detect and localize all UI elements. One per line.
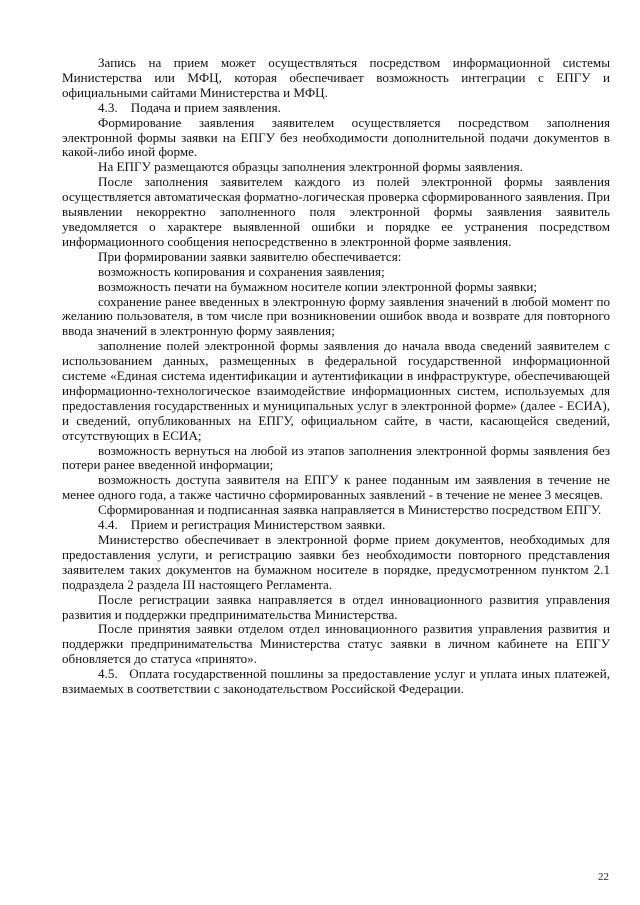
paragraph: На ЕПГУ размещаются образцы заполнения электронной формы заявления. (98, 159, 523, 175)
list-item: возможность печати на бумажном носителе копии электронной формы заявки; (98, 278, 537, 294)
paragraph: Формирование заявления заявителем осуществляется посредством заполнения электронной формы заявки на ЕПГУ без необходимости дополнительной подачи документов в какой-либо иной форме. (62, 114, 610, 160)
section-heading-4-3: 4.3. Подача и прием заявления. (98, 99, 281, 115)
list-item: возможность копирования и сохранения заявления; (98, 263, 385, 279)
paragraph: После заполнения заявителем каждого из полей электронной формы заявления осуществляется автоматическая форматно-логическая проверка сформированного заявления. При выявлении некорректно заполненного поля электронной формы заявления заявитель уведомляется о характере выявленной ошибки и порядке ее устранения посредством информационного сообщения непосредственно в электронной форме заявления. (62, 174, 610, 249)
list-item: заполнение полей электронной формы заявления до начала ввода сведений заявителем с использованием данных, размещенных в федеральной государственной информационной системе «Единая система идентификации и аутентификации в инфраструктуре, обеспечивающей информационно-технологическое взаимодействие информационных систем, используемых для предоставления государственных и муниципальных услуг в электронной форме» (далее - ЕСИА), и сведений, опубликованных на ЕПГУ, официальном сайте, в части, касающейся сведений, отсутствующих в ЕСИА; (62, 338, 610, 443)
list-item: возможность вернуться на любой из этапов заполнения электронной формы заявления без потери ранее введенной информации; (62, 442, 610, 473)
paragraph-intro: Запись на прием может осуществляться посредством информационной системы Министерства или МФЦ, которая обеспечивает возможность интеграции с ЕПГУ и официальными сайтами Министерства и МФЦ. (62, 55, 610, 100)
paragraph: При формировании заявки заявителю обеспечивается: (98, 248, 402, 264)
list-item: возможность доступа заявителя на ЕПГУ к ранее поданным им заявления в течение не менее одного года, а также частично сформированных заявлений - в течение не менее 3 месяцев. (62, 472, 610, 503)
paragraph: Министерство обеспечивает в электронной форме прием документов, необходимых для предоставления услуги, и регистрацию заявки без необходимости повторного представления заявителем таких документов на бумажном носителе в порядке, предусмотренном пунктом 2.1 подраздела 2 раздела III настоящего Регламента. (62, 532, 610, 592)
paragraph: После принятия заявки отделом отдел инновационного развития управления развития и поддержки предпринимательства Министерства статус заявки в личном кабинете на ЕПГУ обновляется до статуса «принято». (62, 621, 610, 667)
list-item: сохранение ранее введенных в электронную форму заявления значений в любой момент по желанию пользователя, в том числе при возникновении ошибок ввода и возврате для повторного ввода значений в электронную форму заявления; (62, 293, 610, 339)
paragraph: Сформированная и подписанная заявка направляется в Министерство посредством ЕПГУ. (98, 502, 602, 518)
paragraph: После регистрации заявка направляется в отдел инновационного развития управления развития и поддержки предпринимательства Министерства. (62, 591, 610, 622)
section-heading-4-5: 4.5. Оплата государственной пошлины за предоставление услуг и уплата иных платежей, взимаемых в соответствии с законодательством Российской Федерации. (62, 666, 610, 697)
page-number: 22 (598, 871, 609, 883)
section-heading-4-4: 4.4. Прием и регистрация Министерством заявки. (98, 517, 386, 533)
document-page (62, 56, 610, 697)
